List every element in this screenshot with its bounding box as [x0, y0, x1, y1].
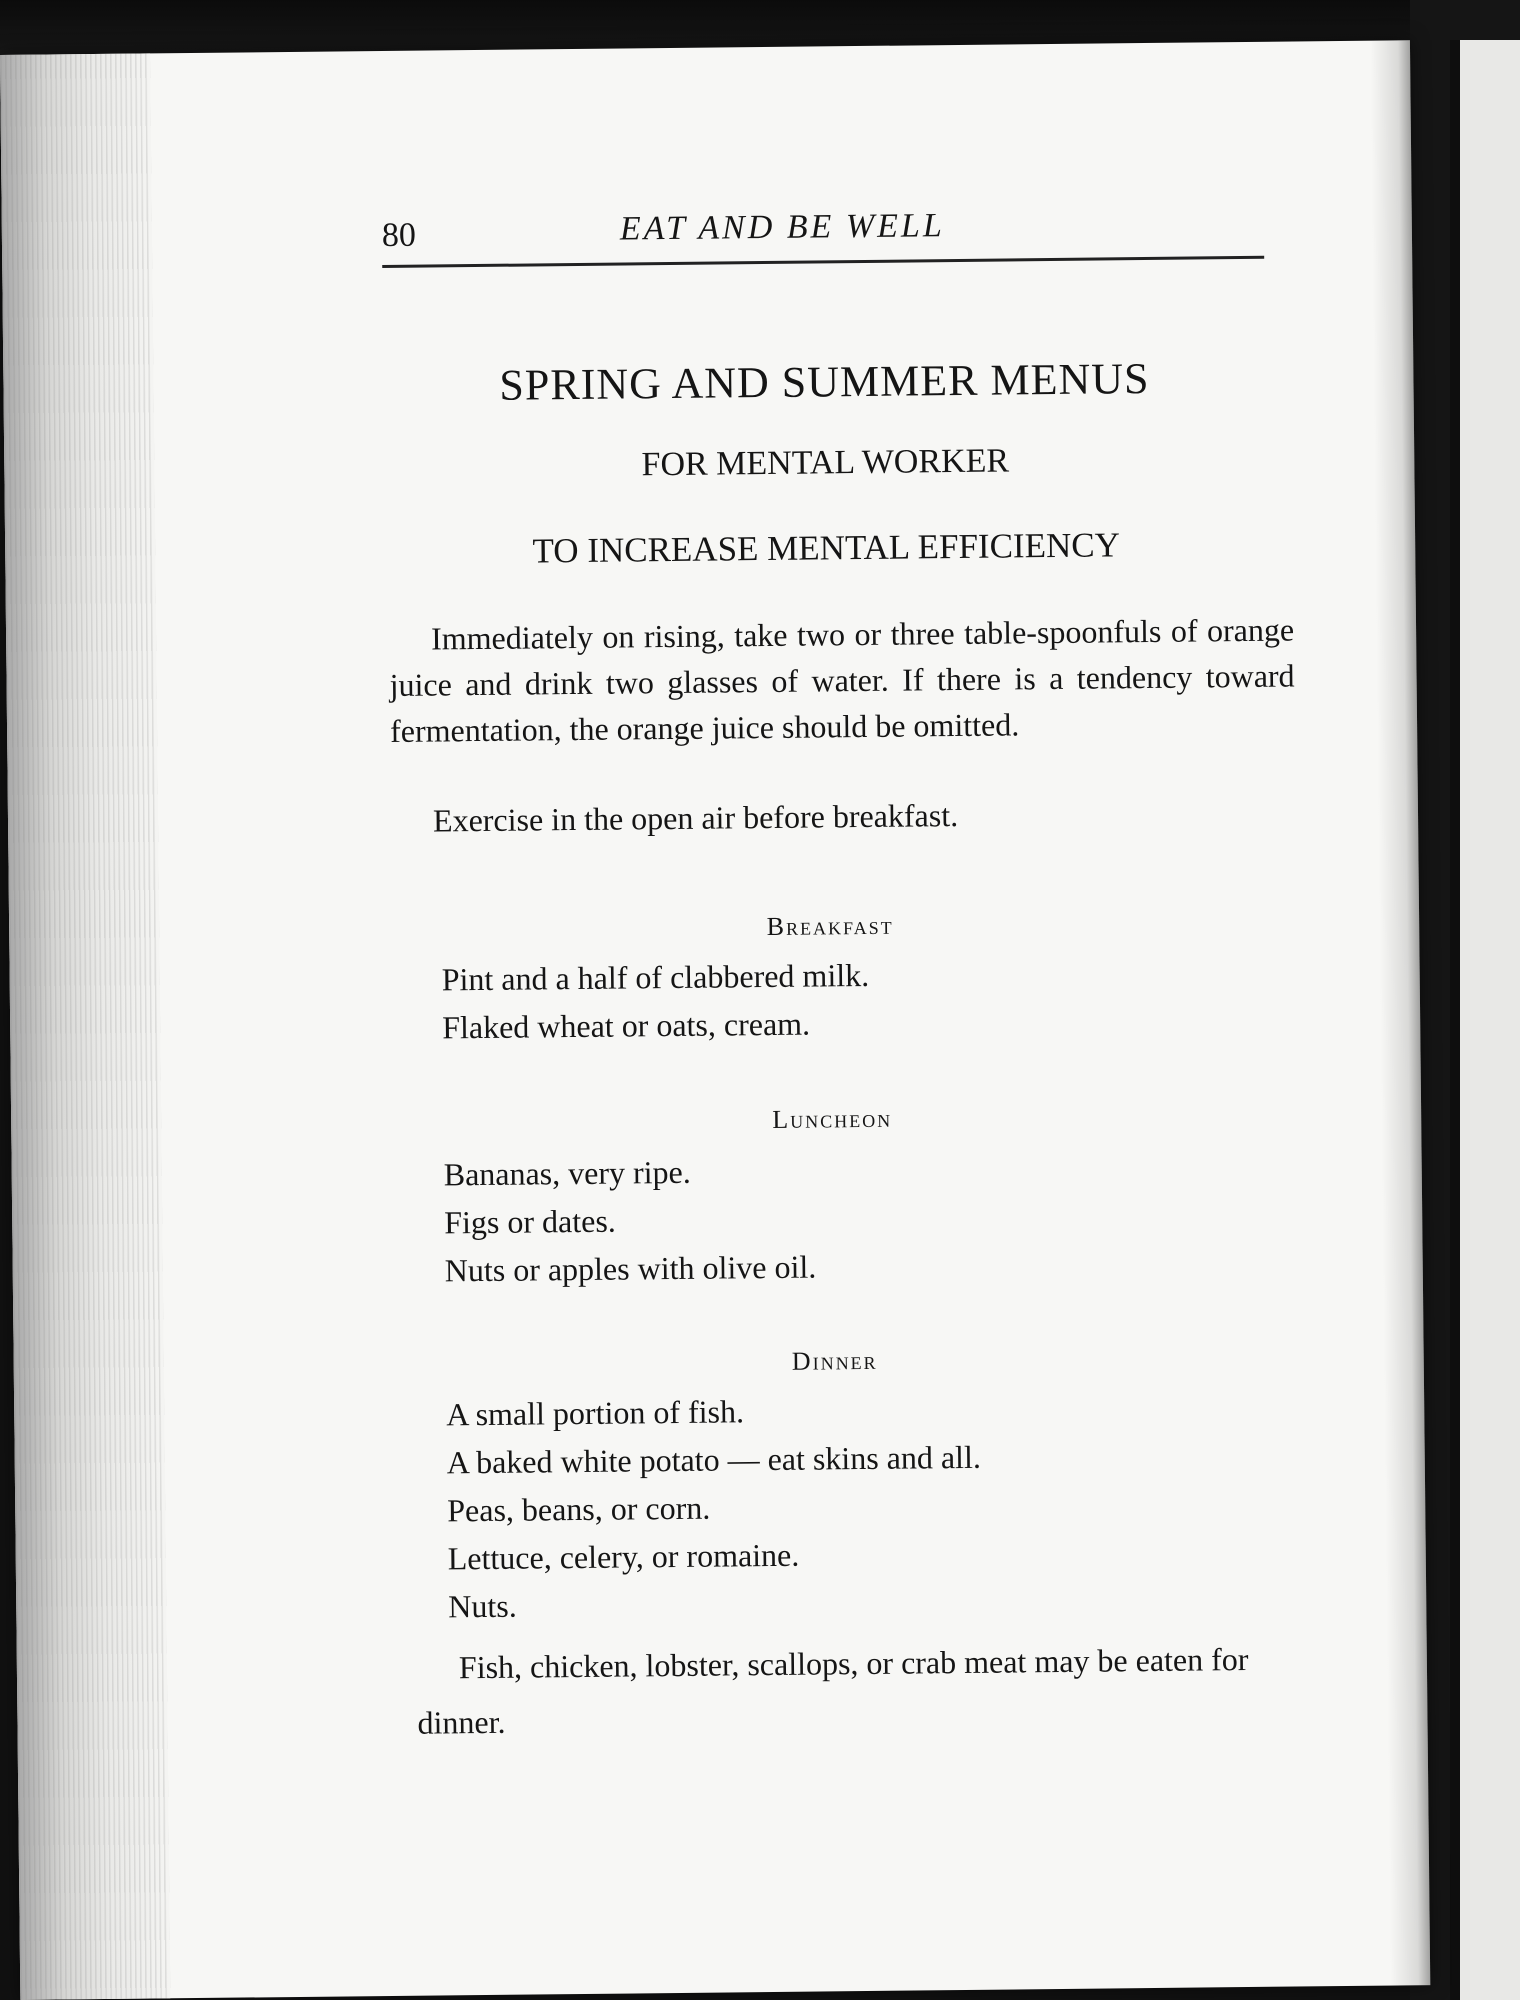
list-item: Figs or dates. — [444, 1202, 616, 1241]
list-item: Bananas, very ripe. — [443, 1153, 691, 1193]
facing-page-edge — [1450, 40, 1520, 2000]
book-page — [0, 40, 1430, 2000]
list-item: A baked white potato — eat skins and all. — [446, 1438, 982, 1481]
list-item: Flaked wheat or oats, cream. — [442, 1005, 811, 1046]
list-item: Nuts. — [448, 1587, 517, 1625]
book-title: EAT AND BE WELL — [619, 207, 945, 248]
list-item: Lettuce, celery, or romaine. — [447, 1536, 800, 1577]
luncheon-list — [443, 1147, 816, 1295]
closing-paragraph: Fish, chicken, lobster, scallops, or crab meat may be eaten for dinner. — [417, 1641, 1249, 1741]
list-item: A small portion of fish. — [446, 1393, 745, 1433]
list-item: Nuts or apples with olive oil. — [444, 1248, 817, 1289]
page-number: 80 — [381, 216, 417, 255]
page-subtitle: FOR MENTAL WORKER — [641, 442, 1010, 484]
luncheon-heading: Luncheon — [772, 1103, 893, 1134]
page-subtitle-secondary: TO INCREASE MENTAL EFFICIENCY — [532, 525, 1121, 571]
page-title: SPRING AND SUMMER MENUS — [499, 353, 1150, 410]
dinner-list — [446, 1385, 983, 1631]
list-item: Pint and a half of clabbered milk. — [441, 956, 870, 998]
running-head — [382, 200, 1265, 268]
list-item: Peas, beans, or corn. — [447, 1489, 711, 1529]
breakfast-heading: Breakfast — [766, 910, 894, 942]
intro-paragraph: Immediately on rising, take two or three table-spoonfuls of orange juice and drink two glasses of water. If there is a tendency toward fermentation, the orange juice should be omitted. — [389, 611, 1295, 749]
exercise-line: Exercise in the open air before breakfast. — [432, 797, 959, 839]
page-edges — [0, 53, 170, 1999]
breakfast-list — [441, 951, 869, 1051]
dinner-heading: Dinner — [791, 1345, 878, 1376]
